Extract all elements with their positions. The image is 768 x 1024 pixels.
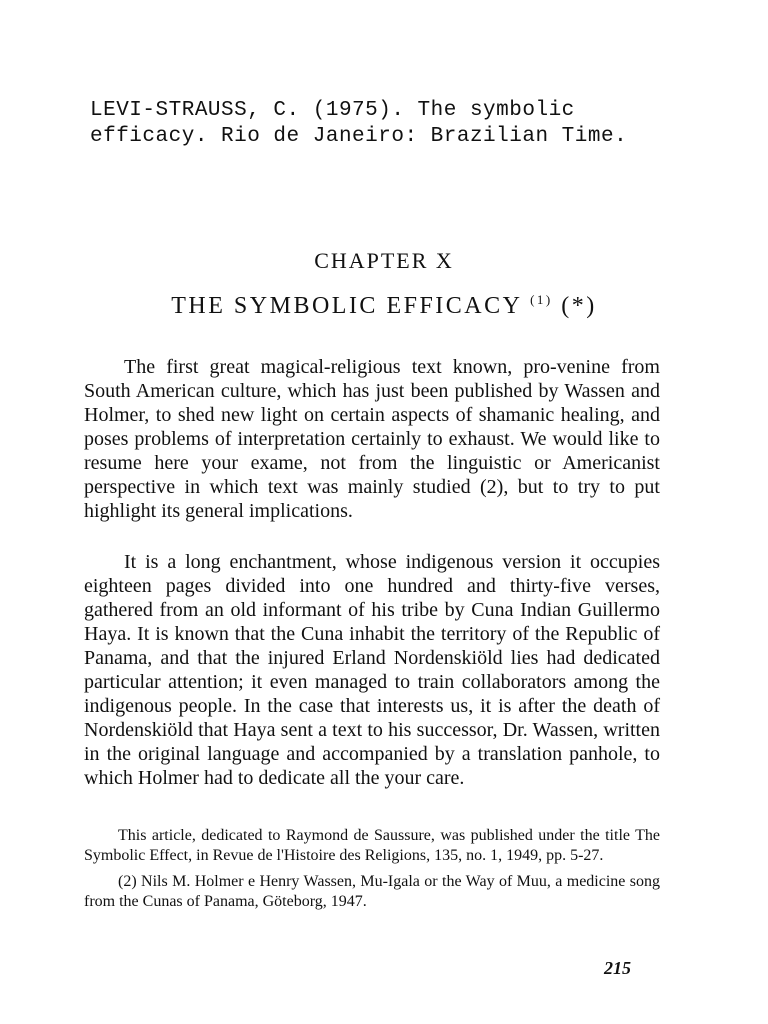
footnote-1: This article, dedicated to Raymond de Saussure, was published under the title The Symbolic Effect, in Revue de l'Histoire des Religions, 135, no. 1, 1949, pp. 5-27. <box>84 827 660 864</box>
chapter-title-suffix: (*) <box>561 293 597 319</box>
footnote-2: (2) Nils M. Holmer e Henry Wassen, Mu-Igala or the Way of Muu, a medicine song from the Cunas of Panama, Göteborg, 1947. <box>84 873 660 910</box>
bibliographic-reference: LEVI-STRAUSS, C. (1975). The symbolic efficacy. Rio de Janeiro: Brazilian Time. <box>90 99 628 148</box>
body-paragraph-2-block <box>84 550 660 790</box>
chapter-title <box>0 292 768 320</box>
page-number: 215 <box>604 958 631 978</box>
body-paragraph-1-block <box>84 355 660 523</box>
chapter-title-text: THE SYMBOLIC EFFICACY <box>171 293 522 319</box>
chapter-title-footnote-mark: (1) <box>530 292 553 307</box>
chapter-label: CHAPTER X <box>314 248 454 273</box>
footnotes <box>84 826 660 918</box>
body-paragraph-1: The first great magical-religious text known, pro-venine from South American culture, which has just been published by Wassen and Holmer, to shed new light on certain aspects of shamanic healing, and poses problems of interpretation certainly to exhaust. We would like to resume here your exame, not from the linguistic or Americanist perspective in which text was mainly studied (2), but to try to put highlight its general implications. <box>84 356 660 522</box>
body-paragraph-2: It is a long enchantment, whose indigenous version it occupies eighteen pages divided into one hundred and thirty-five verses, gathered from an old informant of his tribe by Cuna Indian Guillermo Haya. It is known that the Cuna inhabit the territory of the Republic of Panama, and that the injured Erland Nordenskiöld lies had dedicated particular attention; it even managed to train collaborators among the indigenous people. In the case that interests us, it is after the death of Nordenskiöld that Haya sent a text to his successor, Dr. Wassen, written in the original language and accompanied by a translation panhole, to which Holmer had to dedicate all the your care. <box>84 551 660 789</box>
